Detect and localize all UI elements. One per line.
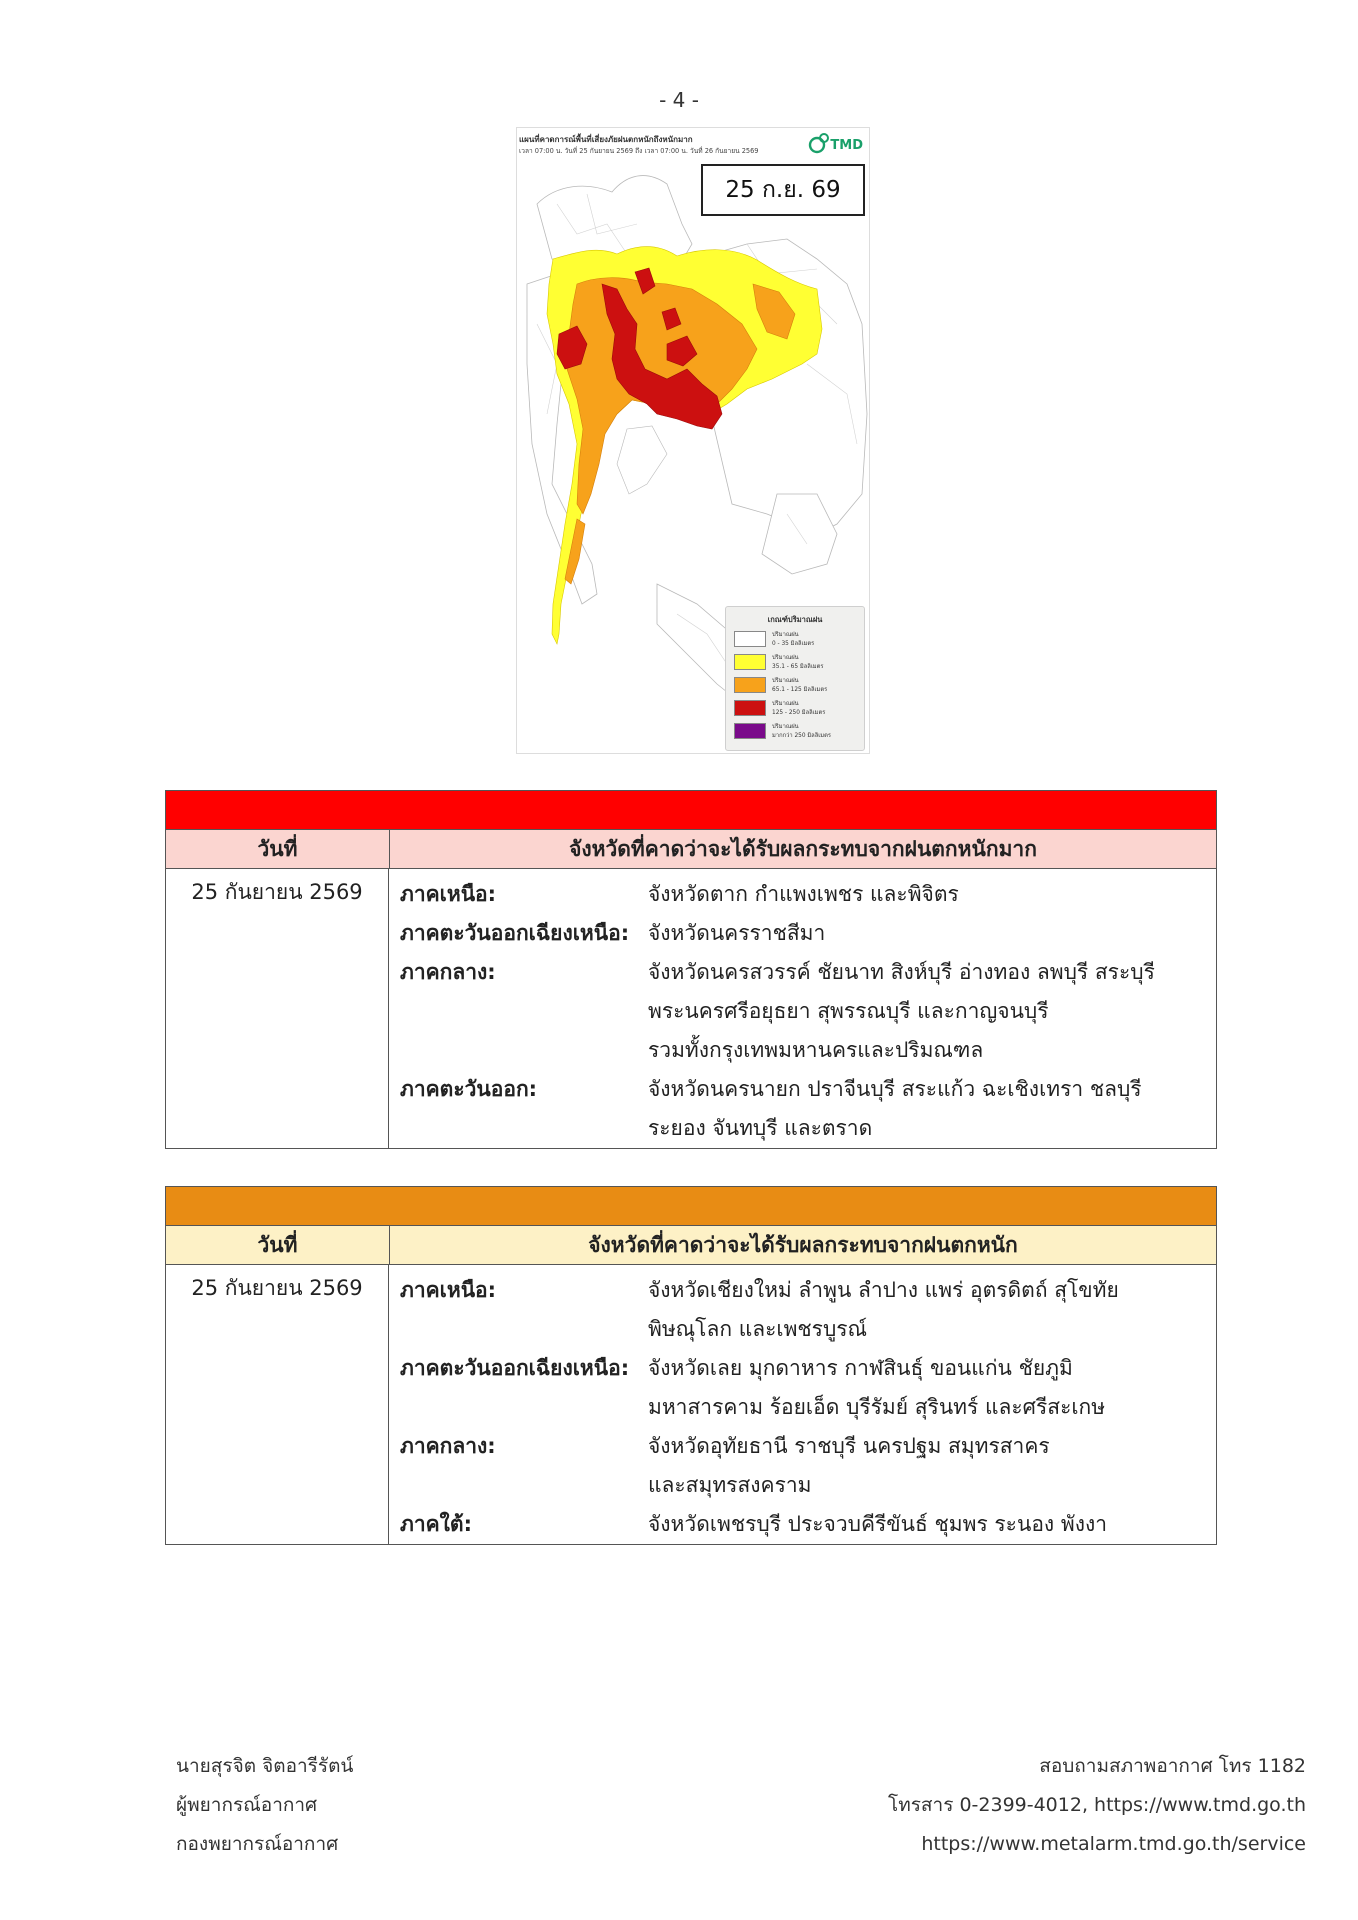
fax-and-website-link[interactable]: โทรสาร 0-2399-4012, https://www.tmd.go.th (888, 1794, 1306, 1816)
legend-swatch (734, 677, 766, 693)
table-header (166, 830, 1216, 869)
provinces-column-header: จังหวัดที่คาดว่าจะได้รับผลกระทบจากฝนตกหนักมาก (569, 836, 1037, 861)
legend-item (734, 628, 862, 649)
region-label: ภาคตะวันออก: (400, 1077, 538, 1101)
map-header (517, 128, 869, 164)
region-label: ภาคเหนือ: (400, 882, 497, 906)
metalarm-service-link[interactable]: https://www.metalarm.tmd.go.th/service (921, 1833, 1306, 1855)
very-heavy-rain-table (165, 790, 1217, 1149)
forecast-date: 25 กันยายน 2569 (166, 869, 389, 1148)
region-label: ภาคกลาง: (400, 960, 496, 984)
region-row-north (389, 875, 1216, 914)
dpm-logo-icon (807, 132, 831, 156)
province-line: จังหวัดตาก กำแพงเพชร และพิจิตร (648, 882, 959, 906)
rainfall-risk-map (516, 127, 870, 754)
forecaster-signature-block (176, 1747, 353, 1864)
map-legend (725, 606, 865, 751)
heavy-rain-table (165, 1186, 1217, 1545)
legend-label: ปริมาณฝน (772, 701, 799, 707)
contact-info-block (888, 1747, 1306, 1864)
province-line: จังหวัดนครสวรรค์ ชัยนาท สิงห์บุรี อ่างทอง ลพบุรี สระบุรี (648, 960, 1155, 984)
region-row-north (389, 1271, 1216, 1349)
legend-range: 125 - 250 มิลลิเมตร (772, 710, 826, 716)
legend-title: เกณฑ์ปริมาณฝน (767, 615, 823, 624)
region-row-east (389, 1070, 1216, 1148)
table-row (166, 1265, 1216, 1544)
region-row-northeast (389, 1349, 1216, 1427)
legend-item (734, 674, 862, 695)
region-row-central (389, 953, 1216, 1070)
legend-swatch (734, 631, 766, 647)
legend-label: ปริมาณฝน (772, 655, 799, 661)
map-subtitle: เวลา 07:00 น. วันที่ 25 กันยายน 2569 ถึง เวลา 07:00 น. วันที่ 26 กันยายน 2569 (519, 147, 759, 155)
province-line: พระนครศรีอยุธยา สุพรรณบุรี และกาญจนบุรี (648, 999, 1049, 1023)
region-label: ภาคกลาง: (400, 1434, 496, 1458)
forecaster-name: นายสุรจิต จิตอารีรัตน์ (176, 1755, 354, 1777)
table-row (166, 869, 1216, 1148)
province-line: มหาสารคาม ร้อยเอ็ด บุรีรัมย์ สุรินทร์ และศรีสะเกษ (648, 1395, 1106, 1419)
legend-label: ปริมาณฝน (772, 678, 799, 684)
date-column-header: วันที่ (166, 830, 390, 868)
map-title: แผนที่คาดการณ์พื้นที่เสี่ยงภัยฝนตกหนักถึงหนักมาก (519, 135, 693, 144)
province-line: จังหวัดนครนายก ปราจีนบุรี สระแก้ว ฉะเชิงเทรา ชลบุรี (648, 1077, 1142, 1101)
orange-warning-banner (166, 1187, 1216, 1226)
province-line: จังหวัดเพชรบุรี ประจวบคีรีขันธ์ ชุมพร ระนอง พังงา (648, 1512, 1108, 1536)
legend-range: 65.1 - 125 มิลลิเมตร (772, 687, 828, 693)
legend-item (734, 697, 862, 718)
red-warning-banner (166, 791, 1216, 830)
forecaster-title: ผู้พยากรณ์อากาศ (176, 1794, 318, 1816)
forecast-date: 25 กันยายน 2569 (166, 1265, 389, 1544)
weather-hotline: สอบถามสภาพอากาศ โทร 1182 (1039, 1755, 1306, 1777)
map-date-label: 25 ก.ย. 69 (701, 164, 865, 216)
province-line: พิษณุโลก และเพชรบูรณ์ (648, 1317, 868, 1341)
region-list (389, 1265, 1216, 1544)
province-line: จังหวัดอุทัยธานี ราชบุรี นครปฐม สมุทรสาคร (648, 1434, 1050, 1458)
legend-range: มากกว่า 250 มิลลิเมตร (772, 733, 831, 739)
region-label: ภาคใต้: (400, 1512, 472, 1536)
legend-range: 0 - 35 มิลลิเมตร (772, 641, 815, 647)
legend-item (734, 720, 862, 741)
region-row-south (389, 1505, 1216, 1544)
region-row-central (389, 1427, 1216, 1505)
legend-label: ปริมาณฝน (772, 724, 799, 730)
province-line: จังหวัดเลย มุกดาหาร กาฬสินธุ์ ขอนแก่น ชัยภูมิ (648, 1356, 1073, 1380)
province-line: รวมทั้งกรุงเทพมหานครและปริมณฑล (648, 1038, 984, 1062)
legend-item (734, 651, 862, 672)
legend-range: 35.1 - 65 มิลลิเมตร (772, 664, 824, 670)
legend-label: ปริมาณฝน (772, 632, 799, 638)
date-column-header: วันที่ (166, 1226, 390, 1264)
province-line: และสมุทรสงคราม (648, 1473, 812, 1497)
region-label: ภาคตะวันออกเฉียงเหนือ: (400, 921, 630, 945)
legend-swatch (734, 654, 766, 670)
region-list (389, 869, 1216, 1148)
page-number: - 4 - (659, 88, 699, 112)
region-row-northeast (389, 914, 1216, 953)
table-header (166, 1226, 1216, 1265)
region-label: ภาคตะวันออกเฉียงเหนือ: (400, 1356, 630, 1380)
province-line: จังหวัดนครราชสีมา (648, 921, 826, 945)
province-line: ระยอง จันทบุรี และตราด (648, 1116, 873, 1140)
forecaster-division: กองพยากรณ์อากาศ (176, 1833, 339, 1855)
region-label: ภาคเหนือ: (400, 1278, 497, 1302)
legend-swatch (734, 700, 766, 716)
province-line: จังหวัดเชียงใหม่ ลำพูน ลำปาง แพร่ อุตรดิตถ์ สุโขทัย (648, 1278, 1119, 1302)
legend-swatch (734, 723, 766, 739)
tmd-logo: TMD (830, 138, 863, 153)
provinces-column-header: จังหวัดที่คาดว่าจะได้รับผลกระทบจากฝนตกหนัก (588, 1232, 1018, 1257)
